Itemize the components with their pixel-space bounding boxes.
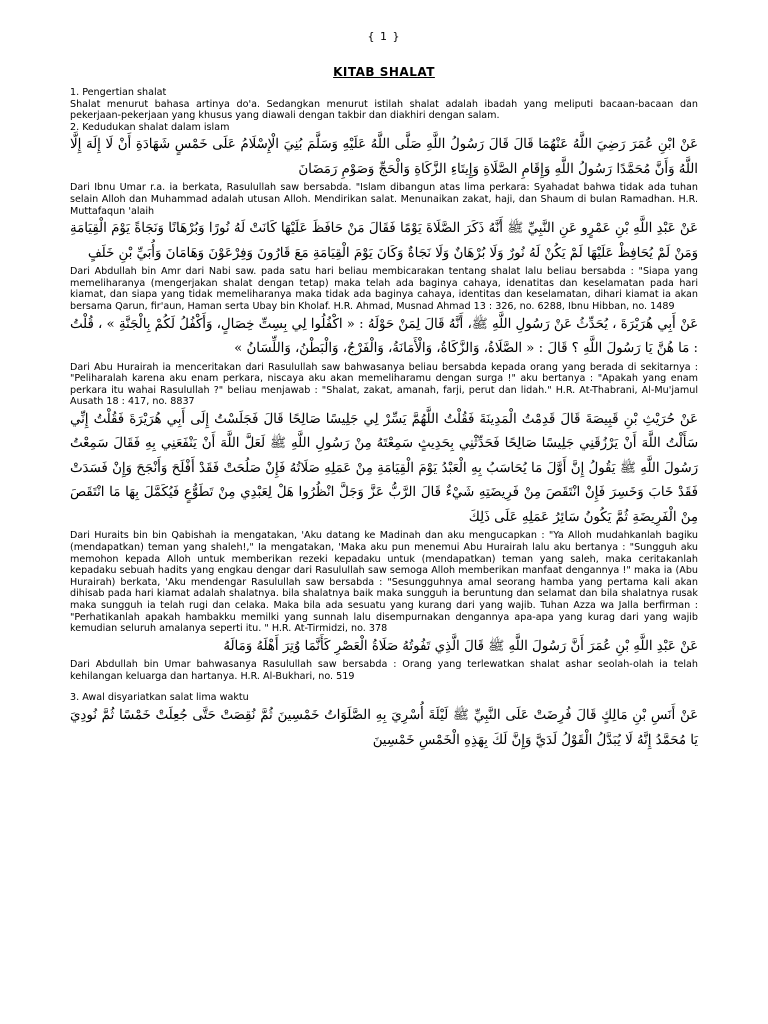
hadith-5-translation: Dari Abdullah bin Umar bahwasanya Rasulullah saw bersabda : Orang yang terlewatkan shalat ashar seolah-olah ia telah kehilangan keluarga dan hartanya. H.R. Al-Bukhari, no. 519 xyxy=(70,659,698,682)
hadith-3-translation: Dari Abu Hurairah ia menceritakan dari Rasulullah saw bahwasanya beliau bersabda kepada orang yang berada di sekitarnya : "Peliharalah karena aku enam perkara, niscaya aku akan memeliharamu dengan surga !" aku bertanya : "Apakah yang enam perkara itu wahai Rasulullah ?" beliau menjawab : "Shalat, zakat, amanah, farji, perut dan lidah." H.R. At-Thabrani, Al-Mu'jamul Ausath 18 : 417, no. 8837 xyxy=(70,361,698,408)
section-1-heading: 1. Pengertian shalat xyxy=(70,87,167,98)
hadith-2-translation: Dari Abdullah bin Amr dari Nabi saw. pada satu hari beliau membicarakan tentang shalat lalu beliau bersabda : "Siapa yang memeliharanya (mengerjakan shalat dengan tetap) maka telah ada baginya cahaya, idenatitas dan keselamatan pada hari kiamat, dan siapa yang tidak memeliharanya maka tidak ada baginya cahaya, identitas dan keselamatan, dihari kiamat ia akan bersama Qarun, fir'aun, Haman serta Ubay bin Kholaf. H.R. Ahmad, Musnad Ahmad 13 : 326, no. 6288, Ibnu Hibban, no. 1489 xyxy=(70,266,698,312)
hadith-4-arabic: عَنْ حُرَيْثِ بْنِ قَبِيصَةَ قَالَ قَدِمْتُ الْمَدِينَةَ فَقُلْتُ اللَّهُمَّ يَسِّرْ لِي جَلِيسًا صَالِحًا قَالَ فَجَلَسْتُ إِلَى أَبِي هُرَيْرَةَ فَقُلْتُ إِنِّي سَأَلْتُ اللَّهَ أَنْ يَرْزُقَنِي جَلِيسًا صَالِحًا فَحَدِّثْنِي بِحَدِيثٍ سَمِعْتَهُ مِنْ رَسُولِ اللَّهِ ﷺ لَعَلَّ اللَّهَ أَنْ يَنْفَعَنِي بِهِ فَقَالَ سَمِعْتُ رَسُولَ اللَّهِ ﷺ يَقُولُ إِنَّ أَوَّلَ مَا يُحَاسَبُ بِهِ الْعَبْدُ يَوْمَ الْقِيَامَةِ مِنْ عَمَلِهِ صَلَاتُهُ فَإِنْ صَلُحَتْ فَقَدْ أَفْلَحَ وَأَنْجَحَ وَإِنْ فَسَدَتْ فَقَدْ خَابَ وَخَسِرَ فَإِنْ انْتَقَصَ مِنْ فَرِيضَتِهِ شَيْءٌ قَالَ الرَّبُّ عَزَّ وَجَلَّ انْظُرُوا هَلْ لِعَبْدِي مِنْ تَطَوُّعٍ فَيُكَمَّلَ بِهَا مَا انْتَقَصَ مِنْ الْفَرِيضَةِ ثُمَّ يَكُونُ سَائِرُ عَمَلِهِ عَلَى ذَلِكَ xyxy=(70,411,698,525)
hadith-6-arabic: عَنْ أَنَسِ بْنِ مَالِكٍ قَالَ فُرِضَتْ عَلَى النَّبِيِّ ﷺ لَيْلَةَ أُسْرِيَ بِهِ الصَّلَوَاتُ خَمْسِينَ ثُمَّ نُقِصَتْ حَتَّى جُعِلَتْ خَمْسًا ثُمَّ نُودِيَ يَا مُحَمَّدُ إِنَّهُ لَا يُبَدَّلُ الْقَوْلُ لَدَيَّ وَإِنَّ لَكَ بِهَذِهِ الْخَمْسِ خَمْسِينَ xyxy=(70,708,698,748)
hadith-5-arabic: عَنْ عَبْدِ اللَّهِ بْنِ عُمَرَ أَنَّ رَسُولَ اللَّهِ ﷺ قَالَ الَّذِي تَفُوتُهُ صَلَاةُ الْعَصْرِ كَأَنَّمَا وُتِرَ أَهْلَهُ وَمَالَهُ xyxy=(223,638,698,654)
page-number: { 1 } xyxy=(367,30,401,43)
document-page xyxy=(70,30,698,753)
hadith-2-arabic: عَنْ عَبْدِ اللَّهِ بْنِ عَمْرٍو عَنِ النَّبِيِّ ﷺ أَنَّهُ ذَكَرَ الصَّلَاةَ يَوْمًا فَقَالَ مَنْ حَافَظَ عَلَيْهَا كَانَتْ لَهُ نُورًا وَبُرْهَانًا وَنَجَاةً يَوْمَ الْقِيَامَةِ وَمَنْ لَمْ يُحَافِظْ عَلَيْهَا لَمْ يَكُنْ لَهُ نُورٌ وَلَا بُرْهَانٌ وَلَا نَجَاةٌ وَكَانَ يَوْمَ الْقِيَامَةِ مَعَ قَارُونَ وَفِرْعَوْنَ وَهَامَانَ وَأُبَيِّ بْنِ خَلَفٍ xyxy=(70,221,698,261)
section-1-text: Shalat menurut bahasa artinya do'a. Sedangkan menurut istilah shalat adalah ibadah yang meliputi bacaan-bacaan dan pekerjaan-pekerjaan yang khusus yang diawali dengan takbir dan diakhiri dengan salam. xyxy=(70,98,698,122)
section-2-heading: 2. Kedudukan shalat dalam islam xyxy=(70,121,230,133)
hadith-4-translation: Dari Huraits bin bin Qabishah ia mengatakan, 'Aku datang ke Madinah dan aku mengucapkan : "Ya Alloh mudahkanlah bagiku (mendapatkan) teman yang shaleh!," Ia mengatakan, 'Maka aku pun menemui Abu Hurairah lalu aku bertanya : "Sungguh aku memohon kepada Alloh untuk memberikan rezeki kepadaku untuk (mendapatkan) teman yang saleh, maka ceritakanlah kepadaku sebuah hadits yang engkau dengar dari Rasulullah saw semoga Alloh memberikan manfaat dengannya !" maka ia (Abu Hurairah) berkata, 'Aku mendengar Rasulullah saw bersabda : "Sesungguhnya amal seorang hamba yang pertama kali akan dihisab pada hari kiamat adalah shalatnya. bila shalatnya baik maka sungguh ia beruntung dan selamat dan bila shalatnya rusak maka sungguh ia telah rugi dan celaka. Maka bila ada sesuatu yang kurang dari yang wajib. Tuhan Azza wa Jalla berfirman : "Perhatikanlah apakah hambakku memilki yang sunnah lalu disempurnakan dengannya apa-apa yang kurag dari yang wajib kemudian seluruh amalanya seperti itu. " H.R. At-Tirmidzi, no. 378 xyxy=(70,530,698,635)
hadith-1-translation: Dari Ibnu Umar r.a. ia berkata, Rasulullah saw bersabda. "Islam dibangun atas lima perkara: Syahadat bahwa tidak ada tuhan selain Alloh dan Muhammad adalah utusan Alloh. Mendirikan salat. Menunaikan zakat, haji, dan Shaum di bulan Ramadhan. H.R. Muttafaqun 'alaih xyxy=(70,182,698,217)
spacer xyxy=(70,682,698,692)
page-title: KITAB SHALAT xyxy=(333,65,435,79)
section-3-heading: 3. Awal disyariatkan salat lima waktu xyxy=(70,692,249,704)
hadith-1-arabic: عَنْ ابْنِ عُمَرَ رَضِيَ اللَّهُ عَنْهُمَا قَالَ قَالَ رَسُولُ اللَّهِ صَلَّى اللَّهُ عَلَيْهِ وَسَلَّمَ بُنِيَ الْإِسْلَامُ عَلَى خَمْسٍ شَهَادَةِ أَنْ لَا إِلَهَ إِلَّا اللَّهُ وَأَنَّ مُحَمَّدًا رَسُولُ اللَّهِ وَإِقَامِ الصَّلَاةِ وَإِيتَاءِ الزَّكَاةِ وَالْحَجِّ وَصَوْمِ رَمَضَانَ xyxy=(70,137,698,177)
hadith-3-arabic: عَنْ أَبِي هُرَيْرَةَ ، يُحَدِّثُ عَنْ رَسُولِ اللَّهِ ﷺ، أَنَّهُ قَالَ لِمَنْ حَوْلَهُ : « اكْفُلُوا لِي بِسِتِّ خِصَالٍ، وَأَكْفُلُ لَكُمْ بِالْجَنَّةِ » ، قُلْتُ : مَا هُنَّ يَا رَسُولَ اللَّهِ ؟ قَالَ : « الصَّلَاةُ، وَالزَّكَاةُ، وَالْأَمَانَةُ، وَالْفَرْجُ، وَالْبَطْنُ، وَاللِّسَانُ » xyxy=(70,316,698,357)
